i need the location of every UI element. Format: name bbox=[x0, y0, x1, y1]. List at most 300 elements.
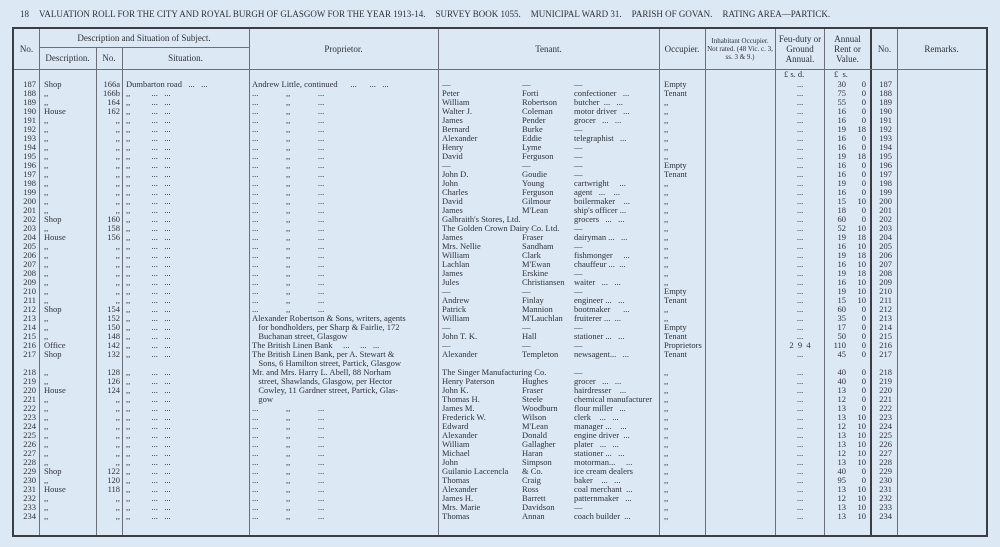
tenant-first-name: William bbox=[442, 313, 470, 323]
rent-shillings: 10 bbox=[857, 439, 866, 449]
proprietor: ... ,, ... bbox=[252, 502, 325, 512]
rent-shillings: 0 bbox=[861, 106, 866, 116]
row-number-right: 189 bbox=[879, 97, 892, 107]
situation: ,, ... ... bbox=[126, 286, 171, 296]
occupation: chemical manufacturer bbox=[574, 394, 653, 404]
number: 132 bbox=[107, 349, 120, 359]
proprietor: The British Linen Bank ... ... ... bbox=[252, 340, 380, 350]
occupier: ,, bbox=[664, 475, 669, 485]
occupation: grocer ... ... bbox=[574, 115, 622, 125]
tenant-first-name: Mrs. Marie bbox=[442, 502, 481, 512]
occupier: ,, bbox=[664, 493, 669, 503]
row-number-right: 190 bbox=[879, 106, 892, 116]
rent-shillings: 10 bbox=[857, 421, 866, 431]
description: ,, bbox=[44, 430, 49, 440]
row-number: 200 bbox=[23, 196, 36, 206]
tenant-first-name: Bernard bbox=[442, 124, 470, 134]
number: ,, bbox=[115, 439, 120, 449]
situation: ,, ... ... bbox=[126, 304, 171, 314]
rent-shillings: 0 bbox=[861, 169, 866, 179]
tenant-surname: Steele bbox=[522, 394, 543, 404]
situation: ,, ... ... bbox=[126, 331, 171, 341]
occupier: Proprietors bbox=[664, 340, 702, 350]
feu-duty: ... bbox=[796, 295, 804, 305]
number: 120 bbox=[107, 475, 120, 485]
tenant-first-name: Andrew bbox=[442, 295, 470, 305]
occupation: stationer ... ... bbox=[574, 448, 625, 458]
row-number-right: 201 bbox=[879, 205, 892, 215]
situation: ,, ... ... bbox=[126, 502, 171, 512]
table-row bbox=[14, 512, 986, 521]
number: ,, bbox=[115, 394, 120, 404]
number: 154 bbox=[107, 304, 120, 314]
row-number: 223 bbox=[23, 412, 36, 422]
feu-duty: ... bbox=[796, 79, 804, 89]
proprietor: Cowley, 11 Gardner street, Partick, Glas- bbox=[252, 385, 399, 395]
rent-shillings: 0 bbox=[861, 160, 866, 170]
rent-shillings: 0 bbox=[861, 115, 866, 125]
row-number-right: 199 bbox=[879, 187, 892, 197]
rent-pounds: 13 bbox=[837, 484, 846, 494]
proprietor: ... ,, ... bbox=[252, 178, 325, 188]
feu-duty: ... bbox=[796, 430, 804, 440]
number: 164 bbox=[107, 97, 120, 107]
feu-duty: ... bbox=[796, 259, 804, 269]
proprietor: ... ,, ... bbox=[252, 259, 325, 269]
feu-duty: ... bbox=[796, 367, 804, 377]
description: ,, bbox=[44, 259, 49, 269]
occupation: ice cream dealers bbox=[574, 466, 633, 476]
description: ,, bbox=[44, 448, 49, 458]
number: ,, bbox=[115, 196, 120, 206]
tenant-surname: Erskine bbox=[522, 268, 548, 278]
row-number: 191 bbox=[23, 115, 36, 125]
occupier: ,, bbox=[664, 403, 669, 413]
number: ,, bbox=[115, 493, 120, 503]
number: 156 bbox=[107, 232, 120, 242]
rent-pounds: 17 bbox=[837, 322, 846, 332]
row-number-right: 214 bbox=[879, 322, 892, 332]
number: ,, bbox=[115, 448, 120, 458]
feu-duty: ... bbox=[796, 97, 804, 107]
feu-duty: ... bbox=[796, 412, 804, 422]
feu-duty: ... bbox=[796, 88, 804, 98]
occupier: ,, bbox=[664, 484, 669, 494]
proprietor: ... ,, ... bbox=[252, 88, 325, 98]
rent-pounds: 12 bbox=[837, 448, 846, 458]
tenant-surname: M'Lean bbox=[522, 205, 549, 215]
tenant-surname: Sandham bbox=[522, 241, 554, 251]
row-number-right: 231 bbox=[879, 484, 892, 494]
row-number-right: 218 bbox=[879, 367, 892, 377]
feu-duty: ... bbox=[796, 241, 804, 251]
rent-pounds: 16 bbox=[837, 133, 846, 143]
proprietor: ... ,, ... bbox=[252, 421, 325, 431]
number: ,, bbox=[115, 286, 120, 296]
rent-shillings: 18 bbox=[857, 151, 866, 161]
tenant-surname: Craig bbox=[522, 475, 541, 485]
col-inhabitant: Inhabitant Occupier. Not rated. (48 Vic. c. 3, ss. 3 & 9.) bbox=[707, 37, 773, 61]
feu-duty: ... bbox=[796, 286, 804, 296]
tenant-first-name: Michael bbox=[442, 448, 470, 458]
description: ,, bbox=[44, 367, 49, 377]
rent-pounds: 12 bbox=[837, 421, 846, 431]
row-number-right: 207 bbox=[879, 259, 892, 269]
feu-duty: ... bbox=[796, 223, 804, 233]
description: ,, bbox=[44, 187, 49, 197]
rent-shillings: 18 bbox=[857, 268, 866, 278]
number: ,, bbox=[115, 115, 120, 125]
situation: ,, ... ... bbox=[126, 430, 171, 440]
occupier: ,, bbox=[664, 430, 669, 440]
proprietor: Mr. and Mrs. Harry L. Abell, 88 Norham bbox=[252, 367, 392, 377]
rent-pounds: 13 bbox=[837, 439, 846, 449]
tenant-first-name: James bbox=[442, 205, 463, 215]
number: 166b bbox=[103, 88, 120, 98]
rent-pounds: 40 bbox=[837, 466, 846, 476]
occupier: ,, bbox=[664, 412, 669, 422]
rent-pounds: 16 bbox=[837, 106, 846, 116]
row-number-right: 206 bbox=[879, 250, 892, 260]
description: ,, bbox=[44, 241, 49, 251]
proprietor: ... ,, ... bbox=[252, 304, 325, 314]
number: ,, bbox=[115, 295, 120, 305]
number: ,, bbox=[115, 205, 120, 215]
proprietor: Sons, 6 Hamilton street, Partick, Glasgow bbox=[252, 358, 401, 368]
situation: ,, ... ... bbox=[126, 448, 171, 458]
rent-shillings: 0 bbox=[861, 178, 866, 188]
row-number: 189 bbox=[23, 97, 36, 107]
tenant-first-name: William bbox=[442, 439, 470, 449]
occupier: Tenant bbox=[664, 169, 688, 179]
occupier: ,, bbox=[664, 277, 669, 287]
col-no-right: No. bbox=[877, 44, 892, 54]
row-number: 205 bbox=[23, 241, 36, 251]
situation: ,, ... ... bbox=[126, 493, 171, 503]
description: ,, bbox=[44, 205, 49, 215]
number: 148 bbox=[107, 331, 120, 341]
occupier: ,, bbox=[664, 142, 669, 152]
rent-pounds: 52 bbox=[837, 223, 846, 233]
row-number: 199 bbox=[23, 187, 36, 197]
tenant-surname: M'Lean bbox=[522, 421, 549, 431]
feu-duty: ... bbox=[796, 484, 804, 494]
feu-duty: ... bbox=[796, 160, 804, 170]
proprietor: ... ,, ... bbox=[252, 268, 325, 278]
proprietor: ... ,, ... bbox=[252, 223, 325, 233]
tenant-surname: Eddie bbox=[522, 133, 542, 143]
col-situation: Situation. bbox=[168, 53, 203, 63]
row-number: 196 bbox=[23, 160, 36, 170]
occupier: ,, bbox=[664, 106, 669, 116]
occupier: ,, bbox=[664, 250, 669, 260]
col-no: No. bbox=[19, 44, 34, 54]
occupier: ,, bbox=[664, 223, 669, 233]
tenant-first-name: Alexander bbox=[442, 430, 478, 440]
occupier: ,, bbox=[664, 457, 669, 467]
tenant-first-name: The Singer Manufacturing Co. bbox=[442, 367, 547, 377]
rent-pounds: 16 bbox=[837, 187, 846, 197]
row-number-right: 198 bbox=[879, 178, 892, 188]
rent-shillings: 0 bbox=[861, 205, 866, 215]
proprietor: ... ,, ... bbox=[252, 232, 325, 242]
tenant-surname: — bbox=[522, 160, 531, 170]
occupation: baker ... ... bbox=[574, 475, 621, 485]
occupier: ,, bbox=[664, 367, 669, 377]
proprietor: ... ,, ... bbox=[252, 241, 325, 251]
feu-duty: ... bbox=[796, 331, 804, 341]
proprietor: ... ,, ... bbox=[252, 196, 325, 206]
situation: ,, ... ... bbox=[126, 322, 171, 332]
proprietor: ... ,, ... bbox=[252, 475, 325, 485]
number: 152 bbox=[107, 313, 120, 323]
proprietor: ... ,, ... bbox=[252, 205, 325, 215]
description: Shop bbox=[44, 304, 62, 314]
row-number-right: 211 bbox=[879, 295, 892, 305]
row-number-right: 233 bbox=[879, 502, 892, 512]
description: ,, bbox=[44, 331, 49, 341]
occupier: ,, bbox=[664, 448, 669, 458]
tenant-surname: Gallagher bbox=[522, 439, 556, 449]
occupier: ,, bbox=[664, 178, 669, 188]
rent-shillings: 18 bbox=[857, 250, 866, 260]
tenant-surname: Ross bbox=[522, 484, 539, 494]
number: 160 bbox=[107, 214, 120, 224]
row-number-right: 216 bbox=[879, 340, 892, 350]
row-number-right: 224 bbox=[879, 421, 892, 431]
proprietor: ... ,, ... bbox=[252, 295, 325, 305]
description: Shop bbox=[44, 349, 62, 359]
description: ,, bbox=[44, 223, 49, 233]
rent-pounds: 40 bbox=[837, 367, 846, 377]
rent-shillings: 18 bbox=[857, 232, 866, 242]
row-number-right: 222 bbox=[879, 403, 892, 413]
row-number: 194 bbox=[23, 142, 36, 152]
row-number: 204 bbox=[23, 232, 36, 242]
number: 166a bbox=[103, 79, 120, 89]
rent-shillings: 10 bbox=[857, 196, 866, 206]
survey-book: SURVEY BOOK 1055. bbox=[435, 9, 521, 19]
proprietor: ... ,, ... bbox=[252, 214, 325, 224]
description: ,, bbox=[44, 421, 49, 431]
occupier: ,, bbox=[664, 196, 669, 206]
number: ,, bbox=[115, 133, 120, 143]
occupation: confectioner ... bbox=[574, 88, 630, 98]
situation: ,, ... ... bbox=[126, 349, 171, 359]
row-number-right: 208 bbox=[879, 268, 892, 278]
row-number-right: 229 bbox=[879, 466, 892, 476]
occupation: clerk ... ... bbox=[574, 412, 619, 422]
rent-shillings: 10 bbox=[857, 223, 866, 233]
description: ,, bbox=[44, 502, 49, 512]
description: House bbox=[44, 232, 66, 242]
tenant-first-name: Patrick bbox=[442, 304, 467, 314]
occupier: Tenant bbox=[664, 295, 688, 305]
col-description: Description. bbox=[45, 53, 90, 63]
row-number: 212 bbox=[23, 304, 36, 314]
rent-shillings: 0 bbox=[861, 313, 866, 323]
occupier: ,, bbox=[664, 214, 669, 224]
tenant-first-name: Edward bbox=[442, 421, 469, 431]
row-number-right: 191 bbox=[879, 115, 892, 125]
occupation: agent ... ... bbox=[574, 187, 621, 197]
situation: ,, ... ... bbox=[126, 340, 171, 350]
tenant-surname: Young bbox=[522, 178, 545, 188]
occupation: engineer ... ... bbox=[574, 295, 625, 305]
description: ,, bbox=[44, 142, 49, 152]
tenant-surname: Lyme bbox=[522, 142, 542, 152]
description: ,, bbox=[44, 394, 49, 404]
row-number: 215 bbox=[23, 331, 36, 341]
number: ,, bbox=[115, 403, 120, 413]
feu-duty: ... bbox=[796, 457, 804, 467]
occupation: engine driver ... bbox=[574, 430, 630, 440]
occupier: ,, bbox=[664, 376, 669, 386]
proprietor: ... ,, ... bbox=[252, 160, 325, 170]
situation: ,, ... ... bbox=[126, 205, 171, 215]
rent-pounds: 19 bbox=[837, 232, 846, 242]
row-number: 219 bbox=[23, 376, 36, 386]
proprietor: street, Shawlands, Glasgow, per Hector bbox=[252, 376, 393, 386]
occupier: ,, bbox=[664, 241, 669, 251]
table-row bbox=[14, 350, 986, 359]
description: Office bbox=[44, 340, 66, 350]
occupier: ,, bbox=[664, 466, 669, 476]
number: 126 bbox=[107, 376, 120, 386]
rent-shillings: 0 bbox=[861, 304, 866, 314]
rent-shillings: 0 bbox=[861, 403, 866, 413]
row-number-right: 220 bbox=[879, 385, 892, 395]
occupation: — bbox=[574, 160, 583, 170]
number: ,, bbox=[115, 502, 120, 512]
situation: ,, ... ... bbox=[126, 511, 171, 521]
proprietor: for bondholders, per Sharp & Fairlie, 172 bbox=[252, 322, 400, 332]
occupation: grocers ... ... bbox=[574, 214, 625, 224]
situation: ,, ... ... bbox=[126, 178, 171, 188]
rent-pounds: 35 bbox=[837, 313, 846, 323]
tenant-first-name: Guilanio Laccencla bbox=[442, 466, 509, 476]
tenant-first-name: David bbox=[442, 151, 463, 161]
row-number-right: 221 bbox=[879, 394, 892, 404]
number: ,, bbox=[115, 160, 120, 170]
occupier: ,, bbox=[664, 124, 669, 134]
tenant-first-name: James bbox=[442, 115, 463, 125]
tenant-first-name: Alexander bbox=[442, 484, 478, 494]
proprietor: ... ,, ... bbox=[252, 250, 325, 260]
tenant-first-name: The Golden Crown Dairy Co. Ltd. bbox=[442, 223, 560, 233]
rent-pounds: 60 bbox=[837, 304, 846, 314]
rent-shillings: 0 bbox=[861, 475, 866, 485]
rent-pounds: 12 bbox=[837, 394, 846, 404]
rent-pounds: 50 bbox=[837, 331, 846, 341]
feu-duty: ... bbox=[796, 304, 804, 314]
occupation: stationer ... ... bbox=[574, 331, 625, 341]
tenant-first-name: John T. K. bbox=[442, 331, 478, 341]
feu-duty: ... bbox=[796, 322, 804, 332]
feu-duty: ... bbox=[796, 493, 804, 503]
rent-pounds: 15 bbox=[837, 196, 846, 206]
rent-shillings: 10 bbox=[857, 241, 866, 251]
occupier: ,, bbox=[664, 385, 669, 395]
rent-pounds: 30 bbox=[837, 79, 846, 89]
rent-shillings: 0 bbox=[861, 187, 866, 197]
occupation: fishmonger ... bbox=[574, 250, 630, 260]
proprietor: ... ,, ... bbox=[252, 457, 325, 467]
occupier: ,, bbox=[664, 115, 669, 125]
situation: ,, ... ... bbox=[126, 232, 171, 242]
row-number-right: 209 bbox=[879, 277, 892, 287]
tenant-first-name: Thomas bbox=[442, 475, 470, 485]
occupier: ,, bbox=[664, 502, 669, 512]
situation: Dumbarton road ... ... bbox=[126, 79, 208, 89]
description: ,, bbox=[44, 178, 49, 188]
feu-duty: ... bbox=[796, 421, 804, 431]
col-tenant: Tenant. bbox=[535, 44, 562, 54]
situation: ,, ... ... bbox=[126, 466, 171, 476]
situation: ,, ... ... bbox=[126, 124, 171, 134]
description: ,, bbox=[44, 475, 49, 485]
tenant-surname: Davidson bbox=[522, 502, 555, 512]
number: 150 bbox=[107, 322, 120, 332]
rent-pounds: 19 bbox=[837, 286, 846, 296]
tenant-surname: Hughes bbox=[522, 376, 548, 386]
situation: ,, ... ... bbox=[126, 475, 171, 485]
rent-shillings: 0 bbox=[861, 349, 866, 359]
tenant-surname: & Co. bbox=[522, 466, 543, 476]
row-number-right: 197 bbox=[879, 169, 892, 179]
tenant-surname: Ferguson bbox=[522, 187, 554, 197]
description: ,, bbox=[44, 322, 49, 332]
tenant-first-name: Mrs. Nellie bbox=[442, 241, 481, 251]
number: 162 bbox=[107, 106, 120, 116]
rent-shillings: 10 bbox=[857, 457, 866, 467]
feu-duty: ... bbox=[796, 277, 804, 287]
number: ,, bbox=[115, 142, 120, 152]
rent-pounds: 13 bbox=[837, 457, 846, 467]
occupation: ship's officer ... bbox=[574, 205, 627, 215]
situation: ,, ... ... bbox=[126, 133, 171, 143]
proprietor: ... ,, ... bbox=[252, 151, 325, 161]
row-number-right: 212 bbox=[879, 304, 892, 314]
tenant-surname: M'Lauchlan bbox=[522, 313, 563, 323]
situation: ,, ... ... bbox=[126, 277, 171, 287]
rent-pounds: 13 bbox=[837, 412, 846, 422]
situation: ,, ... ... bbox=[126, 241, 171, 251]
row-number: 202 bbox=[23, 214, 36, 224]
occupation: — bbox=[574, 124, 583, 134]
feu-duty: ... bbox=[796, 187, 804, 197]
row-number: 193 bbox=[23, 133, 36, 143]
rent-pounds: 19 bbox=[837, 268, 846, 278]
occupier: ,, bbox=[664, 439, 669, 449]
proprietor: ... ,, ... bbox=[252, 403, 325, 413]
description: ,, bbox=[44, 457, 49, 467]
row-number: 187 bbox=[23, 79, 36, 89]
occupation: butcher ... ... bbox=[574, 97, 623, 107]
rent-pounds: 13 bbox=[837, 502, 846, 512]
rent-pounds: 110 bbox=[833, 340, 846, 350]
row-number-right: 203 bbox=[879, 223, 892, 233]
tenant-surname: — bbox=[522, 340, 531, 350]
rent-pounds: 45 bbox=[837, 349, 846, 359]
description: ,, bbox=[44, 268, 49, 278]
situation: ,, ... ... bbox=[126, 268, 171, 278]
number: ,, bbox=[115, 187, 120, 197]
rent-shillings: 10 bbox=[857, 493, 866, 503]
feu-duty: ... bbox=[796, 196, 804, 206]
rent-shillings: 0 bbox=[861, 133, 866, 143]
rent-shillings: 0 bbox=[861, 385, 866, 395]
